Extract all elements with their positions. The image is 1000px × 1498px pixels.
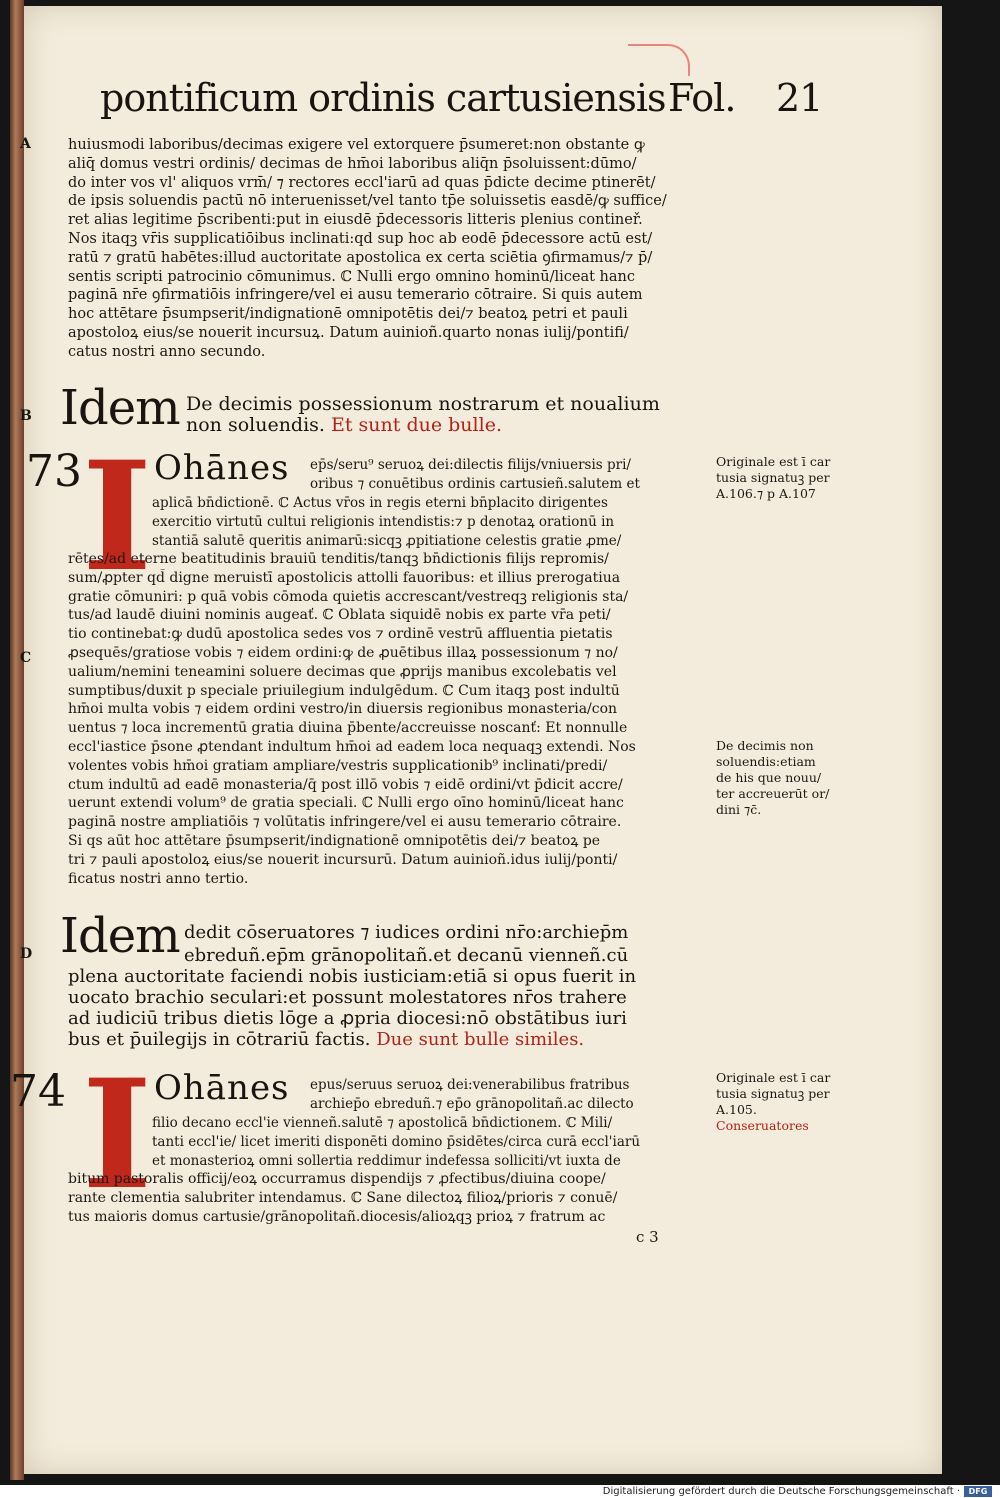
heading-idem: Idem bbox=[60, 908, 180, 964]
text-line: apostoloꝝ eius/se nouerit incursuꝝ. Datum auinioñ.quarto nonas iulij/pontifi/ bbox=[68, 324, 629, 341]
text-line: tio continebat:ꝙ dudū apostolica sedes vos ⁊ ordinē vestrū affluentia pietatis bbox=[68, 626, 613, 643]
book-spine-edge bbox=[10, 0, 24, 1480]
doc73-indented-lines bbox=[152, 494, 707, 550]
decorated-initial: I bbox=[82, 429, 153, 605]
text-line: ret alias legitime p̄scribenti:put in eiusdē p̄decessoris litteris plenius contineř. bbox=[68, 212, 643, 229]
doc74-body bbox=[68, 1170, 708, 1226]
heading-line-4: uocato brachio seculari:et possunt molestatores nr̄os trahere bbox=[68, 987, 627, 1008]
text-line: tri ⁊ pauli apostoloꝝ eius/se nouerit incursurū. Datum auinioñ.idus iulij/ponti/ bbox=[68, 851, 618, 868]
doc73-body bbox=[68, 550, 708, 888]
heading-line-2-text: non soluendis. bbox=[186, 414, 325, 436]
note-line: Conseruatores bbox=[716, 1118, 809, 1133]
note-line: De decimis non bbox=[716, 738, 814, 753]
text-line: ratū ⁊ gratū habētes:illud auctoritate apostolica ex certa sciētia ꝯfirmamus/⁊ p̄/ bbox=[68, 249, 653, 266]
text-line: tus/ad laudē diuini nominis augeať. ℂ Oblata siquidē nobis ex parte vr̄a peti/ bbox=[68, 607, 611, 624]
folio-label: Fol. bbox=[668, 76, 736, 120]
text-line: archiep̄o ebreduñ.⁊ ep̄o grānopolitañ.ac dilecto bbox=[310, 1095, 634, 1112]
margin-letter-c: C bbox=[20, 650, 32, 666]
text-line: uerunt extendi volum⁹ de gratia speciali. ℂ Nulli ergo oīno hominū/liceat hanc bbox=[68, 795, 624, 812]
folio-number: 21 bbox=[776, 76, 823, 120]
text-line: sum/ꝓpter qd̄ digne meruistī apostolicis attolli fauoribus: et illius prerogatiua bbox=[68, 569, 621, 586]
heading-line-1: dedit cōseruatores ⁊ iudices ordini nr̄o:archiep̄m bbox=[184, 922, 629, 943]
note-line: Originale est ī car bbox=[716, 1070, 831, 1085]
doc74-first-lines bbox=[310, 1076, 705, 1114]
red-ink-mark bbox=[628, 44, 690, 76]
text-line: ualium/nemini teneamini soluere decimas que ꝓprijs manibus excolebatis vel bbox=[68, 663, 617, 680]
note-line: dini ⁊c̄. bbox=[716, 802, 762, 817]
note-line: de his que nouu/ bbox=[716, 770, 822, 785]
note-line: ter accreuerūt or/ bbox=[716, 786, 830, 801]
margin-letter-b: B bbox=[20, 408, 32, 424]
heading-line-5: ad iudiciū tribus dietis lōge a ꝓpria diocesi:nō obstātibus iuri bbox=[68, 1008, 627, 1029]
lead-word: Ohānes bbox=[154, 448, 290, 488]
dfg-logo-icon: DFG bbox=[964, 1486, 992, 1497]
text-line: aplicā bn̄dictionē. ℂ Actus vr̄os in regis eterni bn̄placito dirigentes bbox=[152, 495, 608, 511]
decorated-initial: I bbox=[82, 1047, 153, 1223]
heading-line-3: plena auctoritate faciendi nobis iusticiam:etiā si opus fuerit in bbox=[68, 966, 637, 987]
text-line: paginā nostre ampliatiōis ⁊ volūtatis infringere/vel ei ausu temerario cōtraire. bbox=[68, 814, 622, 831]
heading-line-2: ebreduñ.ep̄m grānopolitañ.et decanū vienneñ.cū bbox=[184, 945, 629, 966]
document-number-74: 74 bbox=[10, 1066, 66, 1117]
text-line: ꝓsequēs/gratiose vobis ⁊ eidem ordini:ꝙ de ꝓuētibus illaꝝ possessionum ⁊ no/ bbox=[68, 644, 618, 661]
text-line: tanti eccl'ie/ licet imeriti disponēti domino p̄sidētes/circa curā eccl'iarū bbox=[152, 1133, 641, 1150]
side-note-2 bbox=[716, 738, 842, 818]
running-head-title: pontificum ordinis cartusiensis bbox=[100, 76, 666, 120]
doc74-indented-lines bbox=[152, 1114, 707, 1170]
heading-line-2-rubric: Et sunt due bulle. bbox=[331, 414, 502, 436]
heading-idem: Idem bbox=[60, 380, 180, 436]
text-line: do inter vos vl' aliquos vrm̄/ ⁊ rectores eccl'iarū ad quas p̄dicte decime ptinerēt/ bbox=[68, 174, 656, 191]
text-line: volentes vobis hm̄oi gratiam ampliare/vestris supplicationib⁹ inclinati/predi/ bbox=[68, 757, 608, 774]
lead-word: Ohānes bbox=[154, 1068, 290, 1108]
text-line: ep̄s/seru⁹ seruoꝝ dei:dilectis filijs/vniuersis pri/ bbox=[310, 457, 631, 473]
margin-letter-a: A bbox=[20, 136, 31, 152]
text-line: Nos itaqꝫ vr̄is supplicatiōibus inclinati:qd̄ sup hoc ab eodē p̄decessore actū est/ bbox=[68, 230, 653, 247]
note-line: tusia signatuꝫ per bbox=[716, 1086, 830, 1101]
text-line: huiusmodi laboribus/decimas exigere vel extorquere p̄sumeret:non obstante ꝙ bbox=[68, 137, 645, 153]
text-line: rētes/ad eterne beatitudinis brauiū tenditis/tanqꝫ bn̄dictionis filijs repromis/ bbox=[68, 551, 609, 567]
text-line: gratie cōmuniri: p quā vobis cōmoda quietis accrescant/vestreqꝫ religionis sta/ bbox=[68, 588, 629, 605]
text-line: paginā nr̄e ꝯfirmatiōis infringere/vel ei ausu temerario cōtraire. Si quis autem bbox=[68, 287, 643, 304]
note-line: A.105. bbox=[716, 1102, 757, 1117]
heading-line-1: De decimis possessionum nostrarum et noualium bbox=[186, 393, 660, 415]
text-line: hm̄oi multa vobis ⁊ eidem ordini vestro/in diuersis regionibus monasteria/con bbox=[68, 701, 618, 718]
text-line: rante clementia salubriter intendamus. ℂ Sane dilectoꝝ filioꝝ/prioris ⁊ conuē/ bbox=[68, 1189, 618, 1206]
text-line: eccl'iastice p̄sone ꝓtendant indultum hm̄oi ad eadem loca nequaqꝫ extendi. Nos bbox=[68, 738, 636, 755]
document-number-73: 73 bbox=[26, 446, 82, 497]
text-line: hoc attētare p̄sumpserit/indignationē omnipotētis dei/⁊ beatoꝝ petri et pauli bbox=[68, 306, 628, 323]
side-note-3 bbox=[716, 1070, 842, 1134]
text-line: aliq̄ domus vestri ordinis/ decimas de hm̄oi laboribus aliq̄n p̄soluissent:dūmo/ bbox=[68, 155, 637, 172]
text-line: et monasterioꝝ omni sollertia reddimur indefessa solliciti/vt iuxta de bbox=[152, 1152, 621, 1169]
note-line: tusia signatuꝫ per bbox=[716, 470, 830, 485]
text-line: bitum pastoralis officij/eoꝝ occurramus dispendijs ⁊ ꝓfectibus/diuina coope/ bbox=[68, 1171, 606, 1187]
side-note-1 bbox=[716, 454, 842, 502]
note-line: A.106.⁊ p A.107 bbox=[716, 486, 816, 501]
text-line: oribus ⁊ conuētibus ordinis cartusieñ.salutem et bbox=[310, 475, 640, 492]
text-block-continuation bbox=[68, 136, 708, 362]
text-line: stantiā salutē queritis animarū:sicqꝫ ꝓpitiatione celestis gratie ꝓme/ bbox=[152, 532, 622, 549]
text-line: exercitio virtutū cultui religionis intendistis:⁊ p denotaꝝ orationū in bbox=[152, 513, 615, 530]
note-line: soluendis:etiam bbox=[716, 754, 816, 769]
doc73-first-lines bbox=[310, 456, 705, 494]
text-line: sumptibus/duxit p speciale priuilegium indulgēdum. ℂ Cum itaqꝫ post indultū bbox=[68, 682, 620, 699]
running-head bbox=[100, 76, 830, 120]
margin-letter-d: D bbox=[20, 946, 33, 962]
note-line: Originale est ī car bbox=[716, 454, 831, 469]
text-line: ctum indultū ad eadē monasteria/q̄ post illō vobis ⁊ eidē ordini/vt p̄dicit accre/ bbox=[68, 776, 623, 793]
text-line: catus nostri anno secundo. bbox=[68, 343, 266, 360]
text-line: de ipsis soluendis pactū nō interuenisset/vel tanto tp̄e soluissetis easdē/ꝙ suffice/ bbox=[68, 193, 667, 210]
text-line: epus/seruus seruoꝝ dei:venerabilibus fratribus bbox=[310, 1077, 630, 1093]
footer-credit: Digitalisierung gefördert durch die Deutsche Forschungsgemeinschaft · bbox=[602, 1486, 960, 1497]
text-line: Si qs aūt hoc attētare p̄sumpserit/indignationē omnipotētis dei/⁊ beatoꝝ pe bbox=[68, 832, 601, 849]
text-line: uentus ⁊ loca incrementū gratia diuina p̄bente/accreuisse noscanť: Et nonnulle bbox=[68, 720, 628, 737]
heading-line-6-rubric: Due sunt bulle similes. bbox=[376, 1029, 585, 1050]
text-line: sentis scripti patrocinio cōmunimus. ℂ Nulli ergo omnino hominū/liceat hanc bbox=[68, 268, 635, 285]
section-heading-d bbox=[60, 910, 710, 1050]
section-heading-b bbox=[60, 382, 710, 442]
heading-line-2 bbox=[186, 415, 502, 436]
signature-mark: c 3 bbox=[636, 1228, 659, 1246]
text-line: tus maioris domus cartusie/grānopolitañ.diocesis/alioꝝqꝫ prioꝝ ⁊ fratrum ac bbox=[68, 1208, 606, 1225]
heading-line-6-text: bus et p̄uilegijs in cōtrariū factis. bbox=[68, 1029, 371, 1050]
text-line: filio decano eccl'ie vienneñ.salutē ⁊ apostolicā bn̄dictionem. ℂ Mili/ bbox=[152, 1115, 613, 1131]
text-line: ficatus nostri anno tertio. bbox=[68, 870, 249, 887]
